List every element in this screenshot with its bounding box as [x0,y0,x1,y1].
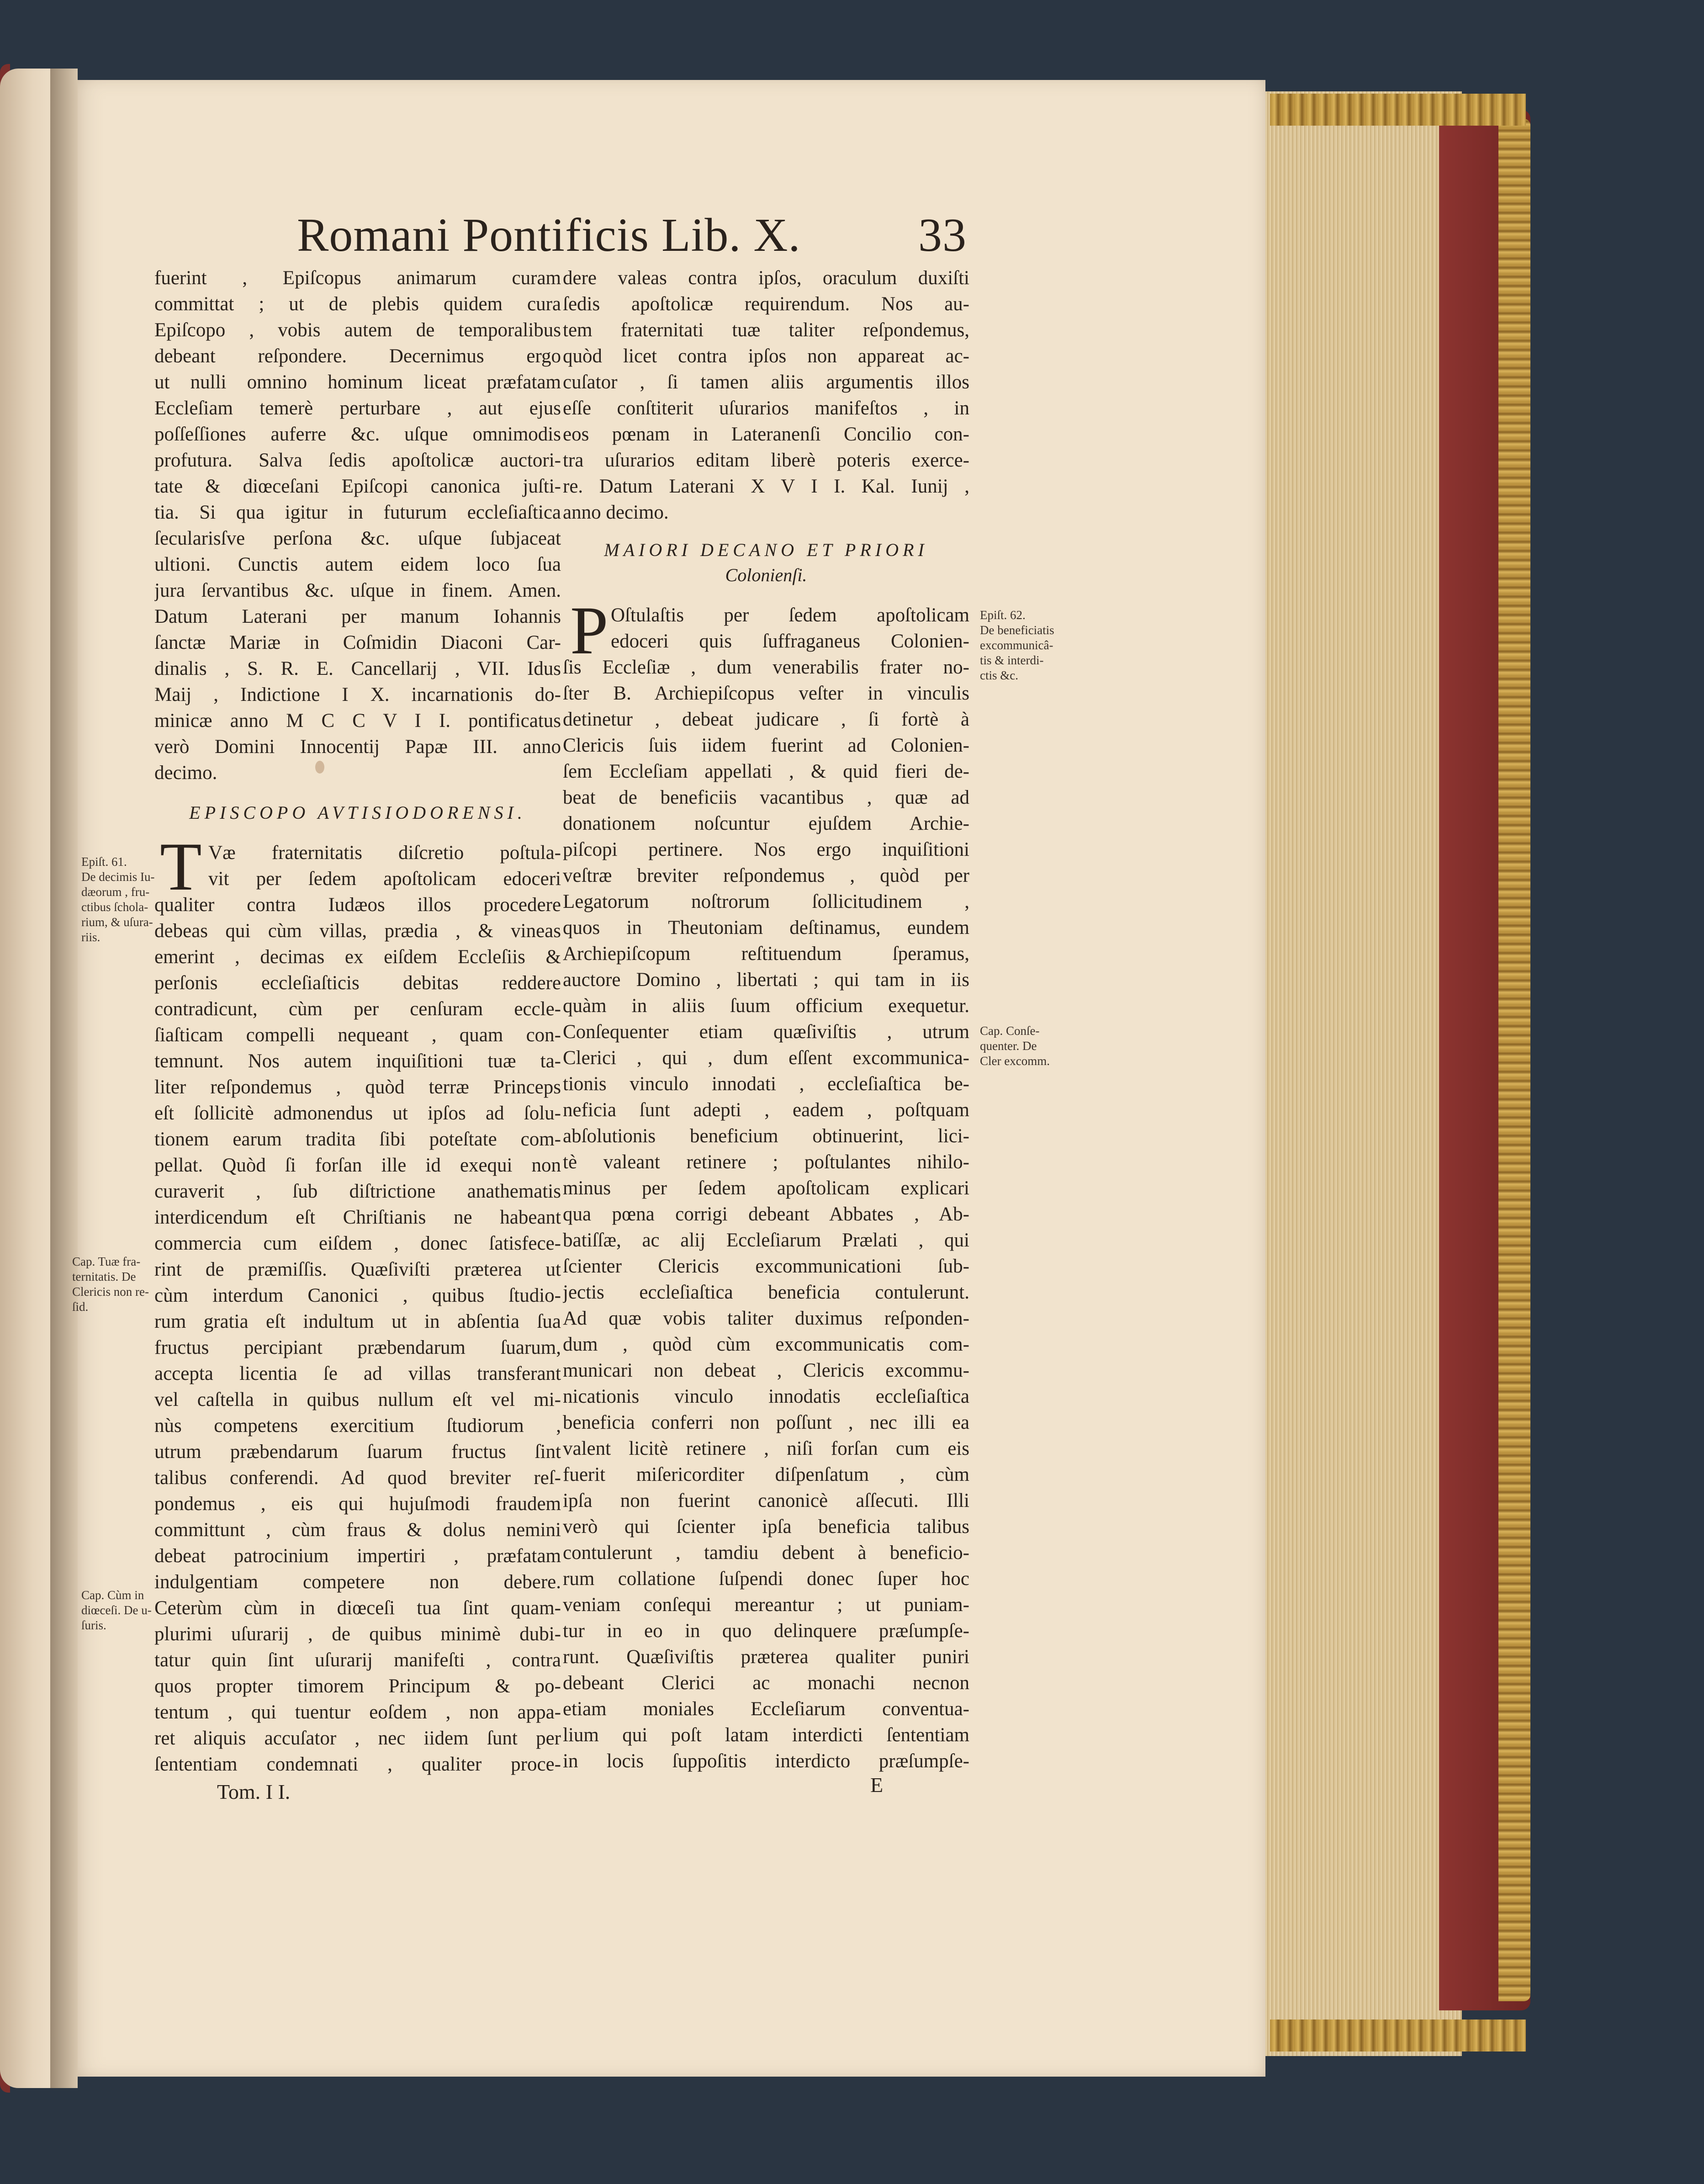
text-line: debeas qui cùm villas, prædia , & vineas [154,920,561,942]
margin-note-line: riis. [81,930,101,944]
text-line: accepta licentia ſe ad villas transferant [154,1363,561,1384]
text-line: beat de beneficiis vacantibus , quæ ad [563,787,969,808]
text-line: Conſequenter etiam quæſiviſtis , utrum [563,1021,969,1043]
text-line: in locis ſuppoſitis interdicto præſumpſe- [563,1750,969,1772]
text-line: quos in Theutoniam deſtinamus, eundem [563,917,969,938]
text-line: ſem Eccleſiam appellati , & quid fieri de- [563,761,969,782]
text-line: quòd licet contra ipſos non appareat ac- [563,345,969,367]
text-line: ſanctæ Mariæ in Coſmidin Diaconi Car- [154,632,561,653]
margin-note-tuae [72,1254,149,1315]
text-line: valent licitè retinere , niſi forſan cum eis [563,1438,969,1459]
margin-note-line: quenter. De [980,1039,1037,1053]
margin-note-line: ſuris. [81,1618,106,1632]
text-line: liter reſpondemus , quòd terræ Princeps [154,1076,561,1098]
left-column-top [154,265,561,786]
text-line: tur in eo in quo delinquere præſumpſe- [563,1620,969,1642]
text-line: detinetur , debeat judicare , ſi fortè à [563,709,969,730]
text-line: temnunt. Nos autem inquiſitioni tuæ ta- [154,1050,561,1072]
text-line: rum gratia eſt indultum ut in abſentia ſua [154,1311,561,1332]
text-line: tem fraternitati tuæ taliter reſpondemus, [563,319,969,341]
text-line: rint de præmiſſis. Quæſiviſti præterea ut [154,1259,561,1280]
text-line: quàm in aliis ſuum officium exequetur. [563,995,969,1017]
margin-note-line: Cap. Conſe- [980,1024,1040,1038]
text-line: runt. Quæſiviſtis præterea qualiter puniri [563,1646,969,1668]
text-line: eſſe conſtiterit uſurarios manifeſtos , in [563,398,969,419]
margin-note-line: Cler excomm. [980,1054,1050,1068]
text-line: interdicendum eſt Chriſtianis ne habeant [154,1207,561,1228]
text-line: piſcopi pertinere. Nos ergo inquiſitioni [563,839,969,860]
text-line: indulgentiam competere non debere. [154,1571,561,1593]
text-line: fuerint , Epiſcopus animarum curam [154,267,561,289]
text-line: poſſeſſiones auferre &c. uſque omnimodis [154,424,561,445]
text-line: tè valeant retinere ; poſtulantes nihilo- [563,1151,969,1173]
text-line: edoceri quis ſuffraganeus Colonien- [611,631,969,652]
text-line: debeant reſpondere. Decernimus ergo [154,345,561,367]
text-line: commercia cum eiſdem , donec ſatisfece- [154,1233,561,1254]
text-line: qualiter contra Iudæos illos procedere [154,894,561,916]
text-line: contulerunt , tamdiu debent à beneficio- [563,1542,969,1564]
text-line: committat ; ut de plebis quidem cura [154,293,561,315]
margin-note-line: De beneficiatis [980,623,1054,637]
text-line: vit per ſedem apoſtolicam edoceri [208,868,561,890]
margin-note-line: ctis &c. [980,668,1018,682]
text-line: curaverit , ſub diſtrictione anathematis [154,1181,561,1202]
text-line: ſedis apoſtolicæ requirendum. Nos au- [563,293,969,315]
text-line: emerint , decimas ex eiſdem Eccleſiis & [154,946,561,968]
text-line: quos propter timorem Principum & po- [154,1675,561,1697]
right-column-top [563,265,969,525]
text-line: donationem noſcuntur ejuſdem Archie- [563,813,969,834]
text-line: ſcienter Clericis excommunicationi ſub- [563,1256,969,1277]
signature-mark: E [870,1773,884,1797]
margin-note-line: diœceſi. De u- [81,1603,152,1617]
text-line: vel caſtella in quibus nullum eſt vel mi- [154,1389,561,1410]
text-line: Clerici , qui , dum eſſent excommunica- [563,1047,969,1069]
drop-cap: P [570,593,609,668]
text-line: ipſa non fuerint canonicè aſſecuti. Illi [563,1490,969,1511]
text-line: ſiaſticam compelli nequeant , quam con- [154,1024,561,1046]
text-line: nùs competens exercitium ſtudiorum , [154,1415,561,1437]
text-line: fuerit miſericorditer diſpenſatum , cùm [563,1464,969,1485]
margin-note-epist-61 [81,854,154,945]
right-column-bottom [563,602,969,1774]
text-line: tatur quin ſint uſurarij manifeſti , contra [154,1649,561,1671]
margin-note-line: ternitatis. De [72,1270,136,1283]
text-line: abſolutionis beneficium obtinuerint, lici- [563,1125,969,1147]
text-line: talibus conferendi. Ad quod breviter reſ- [154,1467,561,1489]
text-line: tate & diœceſani Epiſcopi canonica juſti- [154,476,561,497]
text-line: ſter B. Archiepiſcopus veſter in vinculis [563,683,969,704]
left-column [154,265,561,786]
text-line: lium qui poſt latam interdicti ſententiam [563,1724,969,1746]
text-line: contradicunt, cùm per cenſuram eccle- [154,998,561,1020]
margin-note-line: De decimis Iu- [81,870,155,884]
text-line: ſecularisſve perſona &c. uſque ſubjaceat [154,528,561,549]
text-line: cùm interdum Canonici , quibus ſtudio- [154,1285,561,1306]
text-line: etiam moniales Eccleſiarum conventua- [563,1698,969,1720]
text-line: decimo. [154,762,217,784]
text-line: tra uſurarios editam liberè poteris exerce- [563,450,969,471]
letter-heading-sub: Colonienſi. [725,565,807,585]
text-line: Epiſcopo , vobis autem de temporalibus [154,319,561,341]
text-line: tionis vinculo innodati , eccleſiaſtica be- [563,1073,969,1095]
text-line: minus per ſedem apoſtolicam explicari [563,1177,969,1199]
text-line: rum collatione ſuſpendi donec ſuper hoc [563,1568,969,1590]
text-line: fructus percipiant præbendarum ſuarum, [154,1337,561,1358]
text-line: Væ fraternitatis diſcretio poſtula- [208,842,561,864]
margin-note-line: Epiſt. 61. [81,855,127,869]
text-line: Clericis ſuis iidem fuerint ad Colonien- [563,735,969,756]
margin-note-line: Epiſt. 62. [980,608,1026,622]
text-line: Oſtulaſtis per ſedem apoſtolicam [611,604,969,626]
text-line: eſt ſollicitè admonendus ut ipſos ad ſolu- [154,1103,561,1124]
text-line: neficia ſunt adepti , eadem , poſtquam [563,1099,969,1121]
text-line: tia. Si qua igitur in futurum eccleſiaſtica [154,502,561,523]
text-line: auctore Domino , libertati ; qui tam in iis [563,969,969,991]
letter-heading: EPISCOPO AVTISIODORENSI. [189,802,526,823]
text-line: plurimi uſurarij , de quibus minimè dubi- [154,1623,561,1645]
margin-note-line: Cap. Cùm in [81,1588,144,1602]
text-line: batiſſæ, ac alij Eccleſiarum Prælati , qui [563,1230,969,1251]
margin-note-epist-62 [980,608,1054,683]
text-line: pondemus , eis qui hujuſmodi fraudem [154,1493,561,1515]
text-line: nicationis vinculo innodatis eccleſiaſtica [563,1386,969,1407]
text-line: dere valeas contra ipſos, oraculum duxiſti [563,267,969,289]
margin-note-line: dæorum , fru- [81,885,150,899]
text-line: minicæ anno M C C V I I. pontificatus [154,710,561,732]
text-line: verò Domini Innocentij Papæ III. anno [154,736,561,758]
text-line: ret aliquis accuſator , nec iidem ſunt per [154,1728,561,1749]
text-line: tionem earum tradita ſibi poteſtate com- [154,1129,561,1150]
left-column-bottom [154,840,561,1777]
text-line: Ad quæ vobis taliter duximus reſponden- [563,1308,969,1329]
text-line: eos pœnam in Lateranenſi Concilio con- [563,424,969,445]
margin-note-line: rium, & uſura- [81,915,153,929]
folio-number: 33 [918,209,967,261]
margin-note-line: ctibus ſchola- [81,900,148,914]
text-line: jectis eccleſiaſtica beneficia contulerunt. [563,1282,969,1303]
text-line: anno decimo. [563,502,669,523]
gutter [50,69,78,2088]
margin-note-cum [81,1588,152,1633]
text-line: dum , quòd cùm excommunicatis com- [563,1334,969,1355]
text-line: Legatorum noſtrorum ſollicitudinem , [563,891,969,912]
text-line: committunt , cùm fraus & dolus nemini [154,1519,561,1541]
text-line: dinalis , S. R. E. Cancellarij , VII. Idus [154,658,561,679]
text-line: veſtræ breviter reſpondemus , quòd per [563,865,969,886]
text-line: debeant Clerici ac monachi necnon [563,1672,969,1694]
letter-heading: MAIORI DECANO ET PRIORI [604,540,928,560]
text-line: cuſator , ſi tamen aliis argumentis illos [563,371,969,393]
margin-note-line: Clericis non re- [72,1285,149,1299]
margin-note-line: tis & interdi- [980,653,1044,667]
text-line: tentum , qui tuentur eoſdem , non appa- [154,1702,561,1723]
margin-note-line: excommunicâ- [980,638,1053,652]
text-line: ſententiam condemnati , qualiter proce- [154,1754,561,1775]
text-line: debeat patrocinium impertiri , præfatam [154,1545,561,1567]
margin-note-consequenter [980,1023,1050,1069]
margin-note-line: Cap. Tuæ fra- [72,1255,141,1268]
text-line: Datum Laterani per manum Iohannis [154,606,561,627]
drop-cap: T [160,829,202,905]
running-head-title: Romani Pontificis Lib. X. [297,209,801,261]
text-line: veniam conſequi mereantur ; ut puniam- [563,1594,969,1616]
text-line: ut nulli omnino hominum liceat præfatam [154,371,561,393]
bottom-gilt-edge [1270,2020,1526,2051]
text-line: Ceterùm cùm in diœceſi tua ſint quam- [154,1597,561,1619]
top-gilt-edge [1270,94,1526,126]
text-line: pellat. Quòd ſi forſan ille id exequi non [154,1155,561,1176]
margin-note-line: ſid. [72,1300,89,1314]
text-line: Eccleſiam temerè perturbare , aut ejus [154,398,561,419]
text-line: utrum præbendarum ſuarum fructus ſint [154,1441,561,1463]
gilt-border [1498,119,1530,2001]
text-line: jura ſervantibus &c. uſque in finem. Amen. [154,580,561,601]
text-line: re. Datum Laterani X V I I. Kal. Iunij , [563,476,969,497]
text-line: Maij , Indictione I X. incarnationis do- [154,684,561,705]
text-line: verò qui ſcienter ipſa beneficia talibus [563,1516,969,1537]
text-line: qua pœna corrigi debeant Abbates , Ab- [563,1203,969,1225]
text-line: profutura. Salva ſedis apoſtolicæ auctori- [154,450,561,471]
text-line: municari non debeat , Clericis excommu- [563,1360,969,1381]
text-line: ultioni. Cunctis autem eidem loco ſua [154,554,561,575]
text-line: ſis Eccleſiæ , dum venerabilis frater no- [563,657,969,678]
page-block-edge [1261,91,1462,2056]
text-line: perſonis eccleſiaſticis debitas reddere [154,972,561,994]
text-line: beneficia conferri non poſſunt , nec illi ea [563,1412,969,1433]
signature-mark: Tom. I I. [217,1780,291,1803]
text-line: Archiepiſcopum reſtituendum ſperamus, [563,943,969,965]
